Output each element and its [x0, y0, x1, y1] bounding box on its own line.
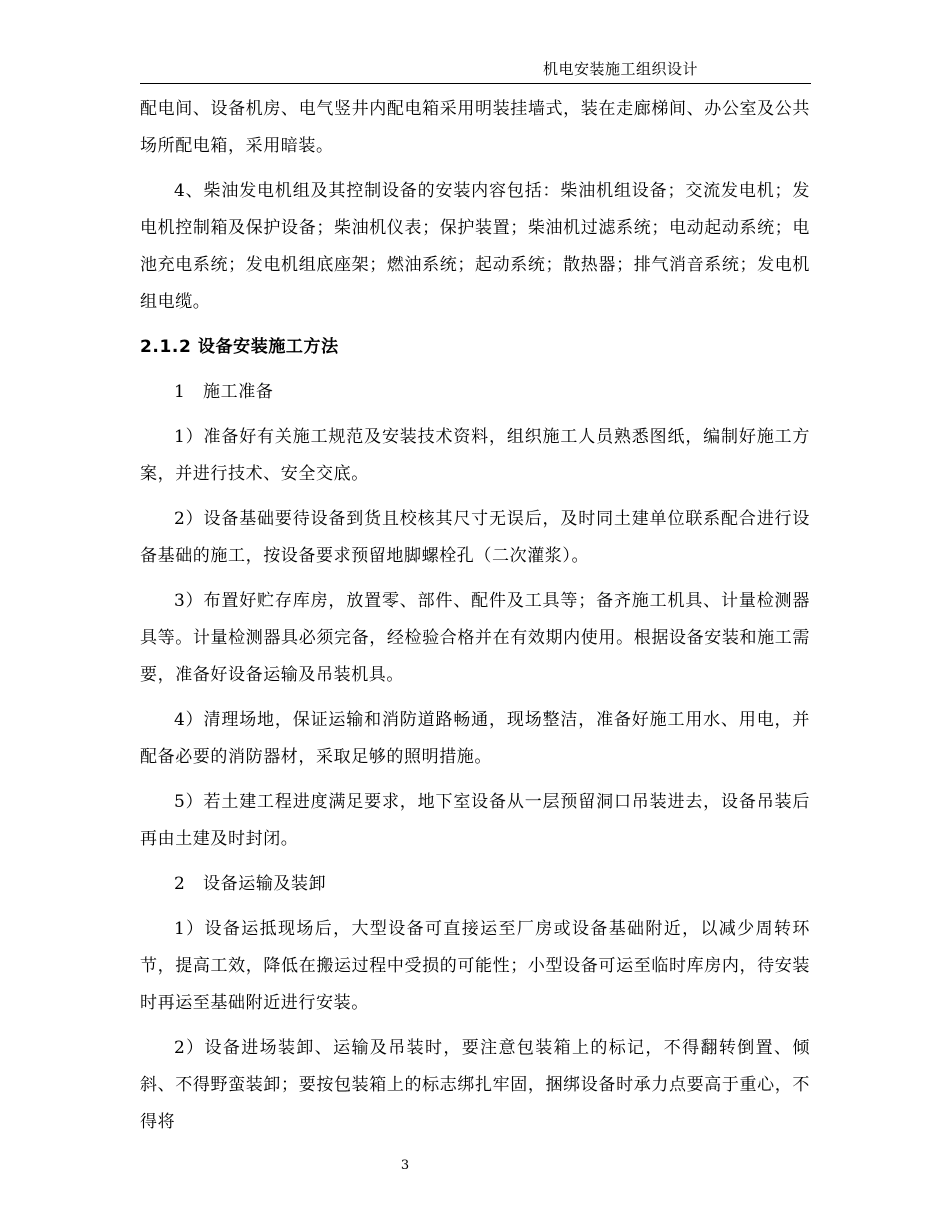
paragraph-prep-4: 4）清理场地，保证运输和消防道路畅通，现场整洁，准备好施工用水、用电，并配备必要的消防器材，采取足够的照明措施。 [140, 710, 810, 767]
subsection-heading-preparation: 1 施工准备 [174, 382, 274, 402]
paragraph-prep-3: 3）布置好贮存库房，放置零、部件、配件及工具等；备齐施工机具、计量检测器具等。计量检测器具必须完备，经检验合格并在有效期内使用。根据设备安装和施工需要，准备好设备运输及吊装机具。 [140, 591, 810, 685]
paragraph-diesel-generator: 4、柴油发电机组及其控制设备的安装内容包括：柴油机组设备；交流发电机；发电机控制箱及保护设备；柴油机仪表；保护装置；柴油机过滤系统；电动起动系统；电池充电系统；发电机组底座架；燃油系统；起动系统；散热器；排气消音系统；发电机组电缆。 [140, 181, 810, 312]
paragraph-prep-2: 2）设备基础要待设备到货且校核其尺寸无误后，及时同土建单位联系配合进行设备基础的施工，按设备要求预留地脚螺栓孔（二次灌浆）。 [140, 509, 810, 566]
paragraph-transport-2: 2）设备进场装卸、运输及吊装时，要注意包装箱上的标记，不得翻转倒置、倾斜、不得野蛮装卸；要按包装箱上的标志绑扎牢固，捆绑设备时承力点要高于重心，不得将 [140, 1038, 810, 1132]
paragraph-prep-5: 5）若土建工程进度满足要求，地下室设备从一层预留洞口吊装进去，设备吊装后再由土建及时封闭。 [140, 792, 810, 849]
page-number: 3 [400, 1158, 410, 1173]
section-heading: 2.1.2 设备安装施工方法 [140, 337, 339, 357]
paragraph-distribution-boxes: 配电间、设备机房、电气竖井内配电箱采用明装挂墙式，装在走廊梯间、办公室及公共场所配电箱，采用暗装。 [140, 99, 810, 156]
body-text [140, 91, 810, 1141]
paragraph-prep-1: 1）准备好有关施工规范及安装技术资料，组织施工人员熟悉图纸，编制好施工方案，并进行技术、安全交底。 [140, 427, 810, 484]
subsection-heading-transport: 2 设备运输及装卸 [174, 874, 327, 894]
paragraph-transport-1: 1）设备运抵现场后，大型设备可直接运至厂房或设备基础附近，以减少周转环节，提高工效，降低在搬运过程中受损的可能性；小型设备可运至临时库房内，待安装时再运至基础附近进行安装。 [140, 919, 810, 1013]
header-rule [140, 83, 811, 84]
running-header: 机电安装施工组织设计 [542, 60, 698, 78]
